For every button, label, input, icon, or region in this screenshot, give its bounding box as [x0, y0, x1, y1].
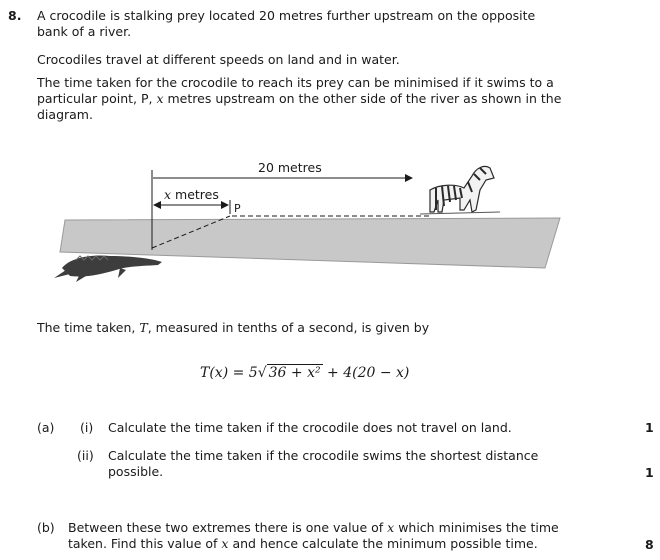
- part-b-line-1-end: which minimises the time: [394, 520, 559, 535]
- intro-line-1: A crocodile is stalking prey located 20 metres further upstream on the opposite: [37, 8, 536, 23]
- x-var: x: [164, 187, 172, 202]
- river-diagram: [40, 150, 570, 300]
- variable-x: x: [156, 91, 164, 106]
- part-b-text: [68, 520, 608, 552]
- time-definition: [37, 320, 597, 336]
- part-a-i-label: (i): [80, 420, 94, 435]
- minimise-line-1: The time taken for the crocodile to reach its prey can be minimised if it swims to a: [37, 75, 554, 90]
- crocodile-icon: [54, 256, 162, 283]
- minimise-statement: [37, 75, 597, 123]
- x-metres-text: metres: [171, 187, 219, 202]
- sqrt-sign: √: [257, 365, 267, 381]
- zebra-icon: [420, 166, 500, 214]
- part-b-line-2-end: and hence calculate the minimum possible time.: [228, 536, 538, 551]
- part-a-label: (a): [37, 420, 55, 435]
- part-b-line-2: [68, 536, 608, 552]
- question-number: 8.: [8, 8, 22, 23]
- part-b-label: (b): [37, 520, 55, 535]
- intro-line-2: bank of a river.: [37, 24, 132, 39]
- formula-radicand: 36 + x²: [268, 365, 321, 381]
- part-a-ii-marks: 1: [645, 465, 654, 480]
- part-b-var-1: x: [387, 520, 395, 535]
- formula-lhs: T(x) = 5: [200, 365, 258, 381]
- part-a-ii-line-2: possible.: [108, 464, 164, 479]
- formula-rhs: + 4(20 − x): [322, 365, 410, 381]
- x-metres-label: [164, 187, 219, 202]
- minimise-line-2: [37, 91, 597, 107]
- part-a-ii-text: [108, 448, 608, 480]
- minimise-line-2-start: particular point, P,: [37, 91, 157, 106]
- minimise-line-2-end: metres upstream on the other side of the river as shown in the: [163, 91, 562, 106]
- part-a-i-text: Calculate the time taken if the crocodile does not travel on land.: [108, 420, 512, 435]
- part-b-var-2: x: [221, 536, 229, 551]
- time-formula: [200, 365, 409, 381]
- question-intro: [37, 8, 597, 40]
- part-a-ii-line-1: Calculate the time taken if the crocodile swims the shortest distance: [108, 448, 539, 463]
- point-p-label: P: [234, 202, 241, 215]
- minimise-line-3: diagram.: [37, 107, 93, 122]
- part-b-marks: 8: [645, 537, 654, 552]
- distance-20-label: 20 metres: [258, 160, 322, 175]
- part-b-line-1: [68, 520, 608, 536]
- part-a-i-marks: 1: [645, 420, 654, 435]
- given-start: The time taken,: [37, 320, 140, 335]
- part-a-ii-label: (ii): [77, 448, 94, 463]
- given-end: , measured in tenths of a second, is given by: [147, 320, 430, 335]
- part-b-line-2-start: taken. Find this value of: [68, 536, 222, 551]
- part-b-line-1-start: Between these two extremes there is one value of: [68, 520, 388, 535]
- speeds-statement: Crocodiles travel at different speeds on land and in water.: [37, 52, 400, 67]
- variable-t: T: [139, 320, 148, 335]
